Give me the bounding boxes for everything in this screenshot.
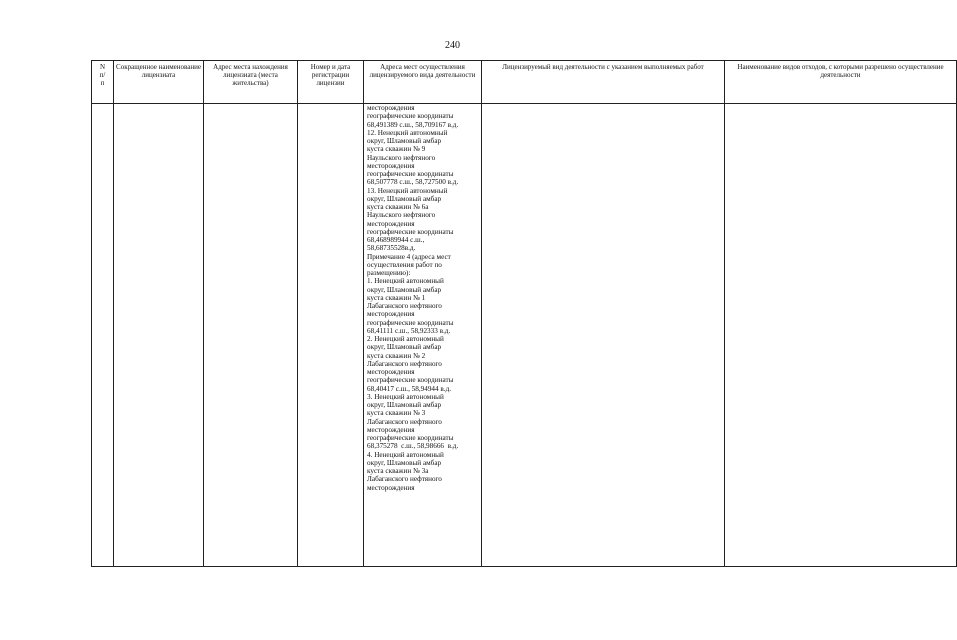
activity-place-line: Лабаганского нефтяного — [367, 359, 442, 368]
activity-place-line: географические координаты — [367, 318, 454, 327]
activity-place-line: 68,491389 с.ш., 58,709167 в.д. — [367, 120, 459, 129]
cell-activity-places — [364, 104, 482, 567]
header-license-number-date: Номер и дата регистрации лицензии — [298, 61, 364, 104]
activity-place-line: географические координаты — [367, 376, 454, 385]
cell-licensee-address — [204, 104, 298, 567]
activity-place-line: Наульского нефтяного — [367, 211, 436, 220]
activity-place-line: 68,41111 с.ш., 58,92333 в.д. — [367, 326, 451, 335]
activity-place-line: куста скважин № 6а — [367, 203, 429, 211]
cell-licensee-name — [114, 104, 204, 567]
activity-place-line: географические координаты — [367, 227, 454, 236]
activity-place-line: округ, Шламовый амбар — [367, 285, 442, 294]
activity-place-line: округ, Шламовый амбар — [367, 194, 442, 203]
activity-place-line: куста скважин № 9 — [367, 145, 426, 154]
activity-place-line: 4. Ненецкий автономный — [367, 450, 444, 459]
activity-place-line: 2. Ненецкий автономный — [367, 335, 444, 343]
activity-place-line: размещению): — [367, 269, 411, 277]
page-number: 240 — [445, 40, 460, 51]
header-licensee-name: Сокращенное наименование лицензиата — [114, 61, 204, 104]
activity-place-line: 68,375278 с.ш., 58,98666 в.д. — [367, 442, 459, 451]
activity-place-line: месторождения — [367, 483, 415, 492]
activity-place-line: месторождения — [367, 161, 415, 170]
activity-place-line: 68,468989944 с.ш., — [367, 236, 425, 244]
activity-place-line: географические координаты — [367, 170, 454, 178]
activity-place-line: Примечание 4 (адреса мест — [367, 252, 451, 261]
header-activity-type: Лицензируемый вид деятельности с указанием выполняемых работ — [482, 61, 725, 104]
activity-place-line: месторождения — [367, 368, 415, 376]
activity-place-line: 1. Ненецкий автономный — [367, 277, 444, 286]
activity-places-text — [364, 104, 481, 492]
activity-place-line: 3. Ненецкий автономный — [367, 392, 444, 401]
activity-place-line: 13. Ненецкий автономный — [367, 186, 448, 195]
activity-place-line: 58,68735528в.д. — [367, 244, 416, 253]
activity-place-line: 68,40417 с.ш., 58,94944 в.д. — [367, 384, 452, 393]
activity-place-line: куста скважин № 2 — [367, 351, 426, 360]
activity-place-line: куста скважин № 3а — [367, 467, 429, 475]
cell-activity-type — [482, 104, 725, 567]
activity-place-line: 12. Ненецкий автономный — [367, 128, 448, 137]
activity-place-line: округ, Шламовый амбар — [367, 343, 442, 352]
activity-place-line: округ, Шламовый амбар — [367, 137, 442, 145]
activity-place-line: географические координаты — [367, 434, 454, 442]
activity-place-line: куста скважин № 3 — [367, 409, 426, 418]
header-activity-places: Адреса мест осуществления лицензируемого вида деятельности — [364, 61, 482, 104]
activity-place-line: месторождения — [367, 310, 415, 319]
activity-place-line: осуществления работ по — [367, 260, 442, 269]
cell-waste-types — [725, 104, 957, 567]
activity-place-line: Лабаганского нефтяного — [367, 417, 442, 426]
activity-place-line: округ, Шламовый амбар — [367, 458, 442, 467]
activity-place-line: Лабаганского нефтяного — [367, 302, 442, 310]
activity-place-line: месторождения — [367, 104, 415, 112]
activity-place-line: Лабаганского нефтяного — [367, 475, 442, 484]
activity-place-line: географические координаты — [367, 112, 454, 121]
header-number: N п/ п — [92, 61, 114, 104]
activity-place-line: месторождения — [367, 219, 415, 228]
activity-place-line: куста скважин № 1 — [367, 293, 426, 302]
header-waste-types: Наименование видов отходов, с которыми разрешено осуществление деятельности — [725, 61, 957, 104]
cell-license-number-date — [298, 104, 364, 567]
activity-place-line: округ, Шламовый амбар — [367, 401, 442, 409]
cell-number — [92, 104, 114, 567]
activity-place-line: Наульского нефтяного — [367, 153, 436, 162]
license-register-table — [91, 60, 957, 567]
activity-place-line: 68,507778 с.ш., 58,727500 в.д. — [367, 178, 459, 187]
table-row — [92, 104, 957, 567]
activity-place-line: месторождения — [367, 425, 415, 434]
table-header-row — [92, 61, 957, 104]
header-licensee-address: Адрес места нахождения лицензиата (места жительства) — [204, 61, 298, 104]
